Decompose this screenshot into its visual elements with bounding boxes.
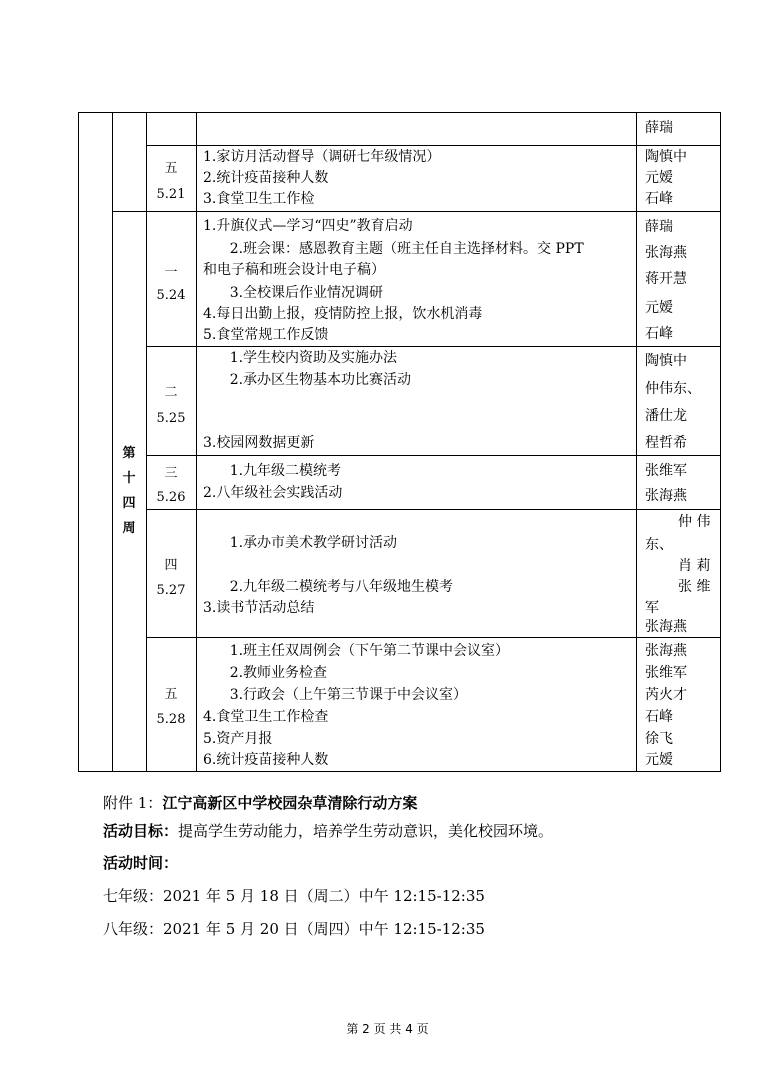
person-cell: 东、 [645,537,673,553]
task-item: 3.校园网数据更新 [203,435,315,451]
weekday-label: 五 [164,687,178,702]
person-cell: 张维军 [645,463,687,479]
date-label: 5.24 [156,288,186,303]
person-cell: 元嫒 [645,300,673,316]
task-item: 3.全校课后作业情况调研 [203,285,384,301]
person-cell: 军 [645,600,659,616]
week-label: 十 [122,471,136,486]
date-label: 5.25 [156,411,186,426]
weekday-label: 二 [164,385,178,400]
goal-text: 提高学生劳动能力，培养学生劳动意识，美化校园环境。 [178,822,554,840]
person-cell: 张海燕 [645,619,687,635]
person-cell: 徐飞 [645,731,673,747]
task-item: 3.读书节活动总结 [203,600,315,616]
date-label: 5.26 [156,490,186,505]
weekday-label: 五 [164,161,178,176]
task-item: 2.统计疫苗接种人数 [203,170,329,186]
task-item: 4.食堂卫生工作检查 [203,709,329,725]
activity-goal [103,820,553,842]
person-cell: 肖 莉 [678,558,711,574]
task-item: 4.每日出勤上报，疫情防控上报，饮水机消毒 [203,306,483,322]
row-divider [146,637,721,638]
person-cell: 张海燕 [645,488,687,504]
week-label: 周 [122,521,136,536]
date-label: 5.21 [156,187,186,202]
activity-time [103,852,178,874]
grade8-time: 八年级：2021 年 5 月 20 日（周四）中午 12:15-12:35 [103,920,485,938]
weekday-label: 四 [164,558,178,573]
person-cell: 仲伟东、 [645,381,701,397]
attachment-label: 附件 1： [103,794,163,812]
task-item: 2.八年级社会实践活动 [203,485,343,501]
task-item: 5.食堂常规工作反馈 [203,327,329,343]
task-item: 和电子稿和班会设计电子稿） [203,262,385,278]
person-cell: 薛瑞 [645,219,673,235]
task-item: 5.资产月报 [203,731,273,747]
week-label: 四 [122,496,136,511]
row-divider [146,509,721,510]
task-item: 1.承办市美术教学研讨活动 [203,535,398,551]
task-item: 2.教师业务检查 [203,665,328,681]
task-item: 2.承办区生物基本功比赛活动 [203,372,412,388]
attachment-title: 江宁高新区中学校园杂草清除行动方案 [162,794,418,812]
person-cell: 元嫒 [645,752,673,768]
week-label: 第 [122,446,136,461]
attachment-heading [103,792,417,814]
person-cell: 芮火才 [645,687,687,703]
person-cell: 石峰 [645,709,673,725]
row-divider [146,145,721,146]
person-cell: 仲 伟 [678,514,711,530]
row-divider [146,346,721,347]
task-item: 2.九年级二模统考与八年级地生模考 [203,579,454,595]
person-cell: 张 维 [678,579,711,595]
date-label: 5.27 [156,583,186,598]
person-cell: 张维军 [645,665,687,681]
weekday-label: 一 [164,265,178,280]
task-item: 1.班主任双周例会（下午第二节课中会议室） [203,643,510,659]
task-item: 3.行政会（上午第三节课于中会议室） [203,687,468,703]
person-cell: 蒋开慧 [645,271,687,287]
page-footer: 第 2 页 共 4 页 [346,1022,429,1036]
goal-label: 活动目标： [103,822,179,840]
person-cell: 张海燕 [645,643,687,659]
person-cell: 陶慎中 [645,149,687,165]
person-cell: 张海燕 [645,245,687,261]
person-cell: 石峰 [645,191,673,207]
time-label: 活动时间： [103,854,179,872]
row-divider [146,455,721,456]
row-divider [112,211,721,212]
task-item: 1.学生校内资助及实施办法 [203,350,398,366]
person-cell: 陶慎中 [645,353,687,369]
task-item: 1.家访月活动督导（调研七年级情况） [203,149,441,165]
task-item: 1.升旗仪式—学习“四史”教育启动 [203,218,413,234]
date-label: 5.28 [156,712,186,727]
task-item: 2.班会课：感恩教育主题（班主任自主选择材料。交 PPT [203,241,584,257]
person-cell: 元嫒 [645,170,673,186]
person-cell: 程哲希 [645,435,687,451]
grade7-time: 七年级：2021 年 5 月 18 日（周二）中午 12:15-12:35 [103,887,485,905]
person-cell: 石峰 [645,326,673,342]
task-item: 1.九年级二模统考 [203,463,342,479]
task-item: 3.食堂卫生工作检 [203,191,315,207]
weekday-label: 三 [164,466,178,481]
person-cell: 潘仕龙 [645,408,687,424]
person-cell: 薛瑞 [645,120,673,136]
task-item: 6.统计疫苗接种人数 [203,752,329,768]
